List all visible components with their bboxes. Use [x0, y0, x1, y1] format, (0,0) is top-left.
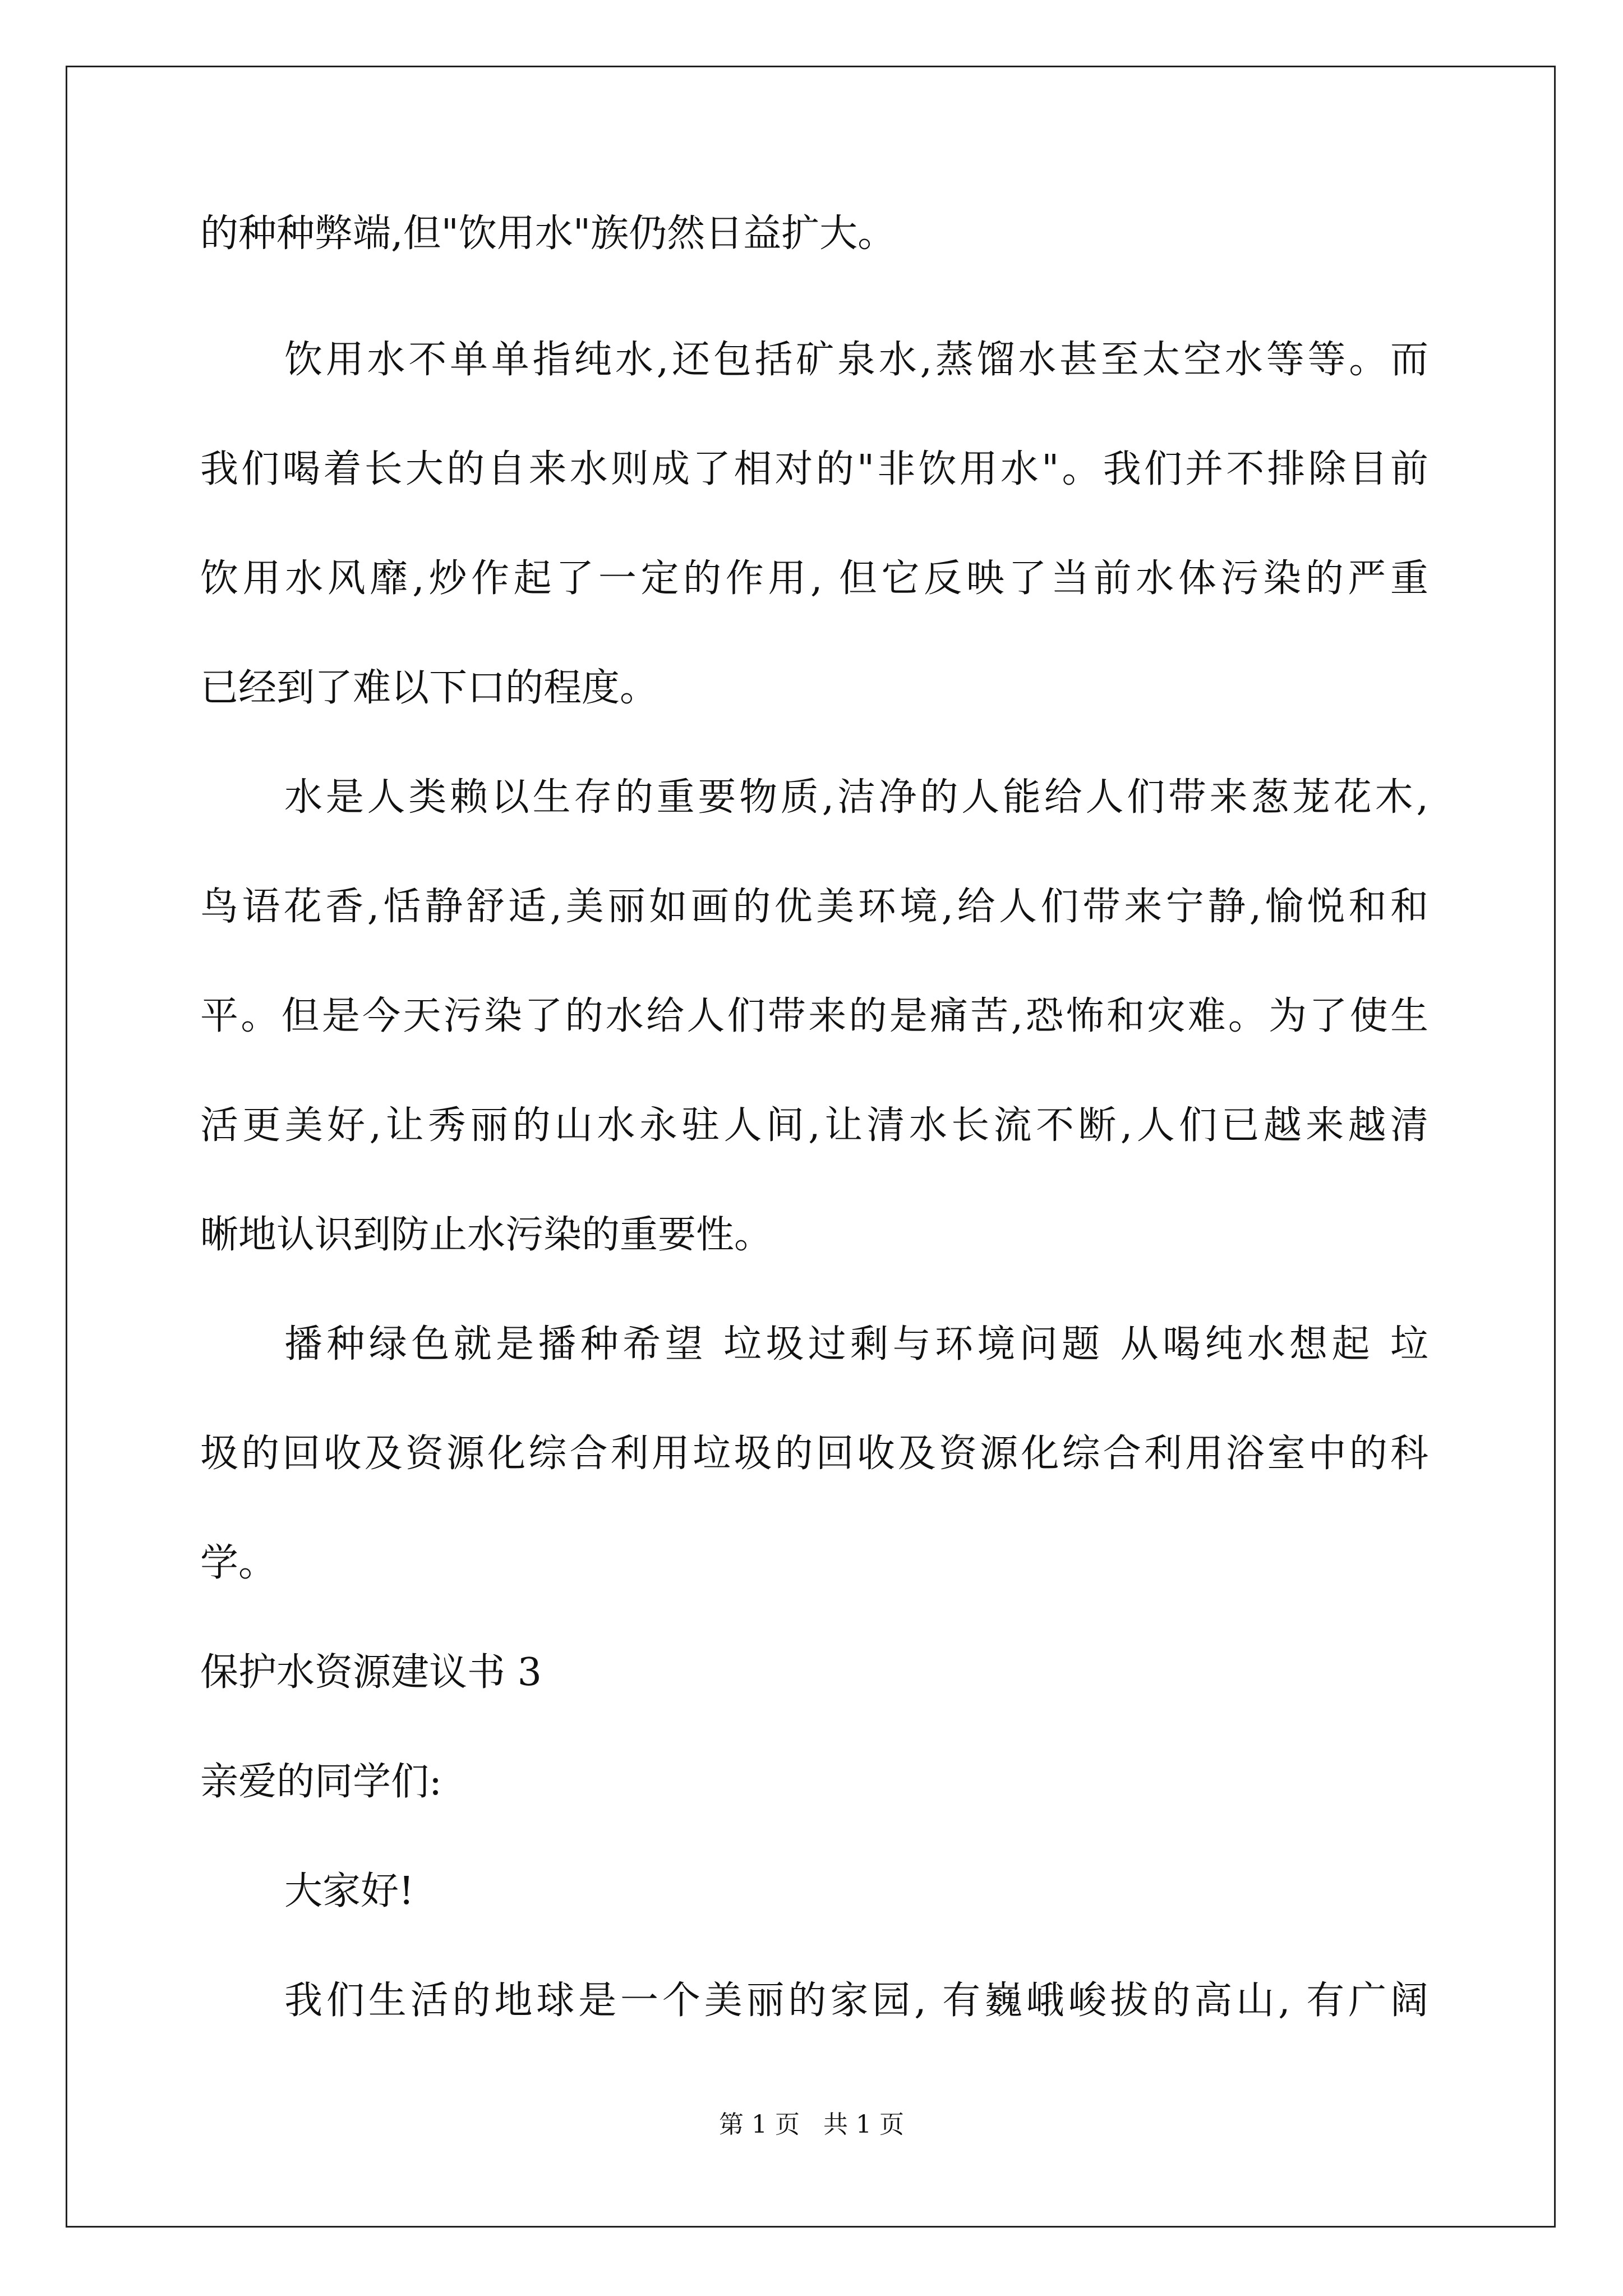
paragraph-line: 播种绿色就是播种希望 垃圾过剩与环境问题 从喝纯水想起 垃 — [284, 1322, 1428, 1366]
paragraph-line: 学。 — [200, 1541, 277, 1585]
paragraph-line: 平。但是今天污染了的水给人们带来的是痛苦,恐怖和灾难。为了使生 — [200, 994, 1428, 1038]
paragraph-line: 活更美好,让秀丽的山水永驻人间,让清水长流不断,人们已越来越清 — [200, 1103, 1428, 1148]
salutation: 亲爱的同学们: — [200, 1760, 442, 1804]
paragraph-line: 已经到了难以下口的程度。 — [200, 666, 658, 710]
paragraph-line: 我们生活的地球是一个美丽的家园, 有巍峨峻拔的高山, 有广阔 — [284, 1978, 1428, 2023]
paragraph-line: 饮用水风靡,炒作起了一定的作用, 但它反映了当前水体污染的严重 — [200, 556, 1428, 601]
paragraph-line: 我们喝着长大的自来水则成了相对的"非饮用水"。我们并不排除目前 — [200, 447, 1428, 491]
paragraph-line: 鸟语花香,恬静舒适,美丽如画的优美环境,给人们带来宁静,愉悦和和 — [200, 885, 1428, 929]
greeting: 大家好! — [284, 1869, 414, 1913]
paragraph-line: 饮用水不单单指纯水,还包括矿泉水,蒸馏水甚至太空水等等。而 — [284, 338, 1428, 382]
paragraph-line: 晰地认识到防止水污染的重要性。 — [200, 1213, 773, 1257]
page-number-footer: 第 1 页 共 1 页 — [719, 2110, 904, 2139]
section-heading: 保护水资源建议书 3 — [200, 1650, 542, 1695]
paragraph-line: 圾的回收及资源化综合利用垃圾的回收及资源化综合利用浴室中的科 — [200, 1432, 1428, 1476]
paragraph-line: 的种种弊端,但"饮用水"族仍然日益扩大。 — [200, 211, 896, 256]
paragraph-line: 水是人类赖以生存的重要物质,洁净的人能给人们带来葱茏花木, — [284, 775, 1428, 820]
